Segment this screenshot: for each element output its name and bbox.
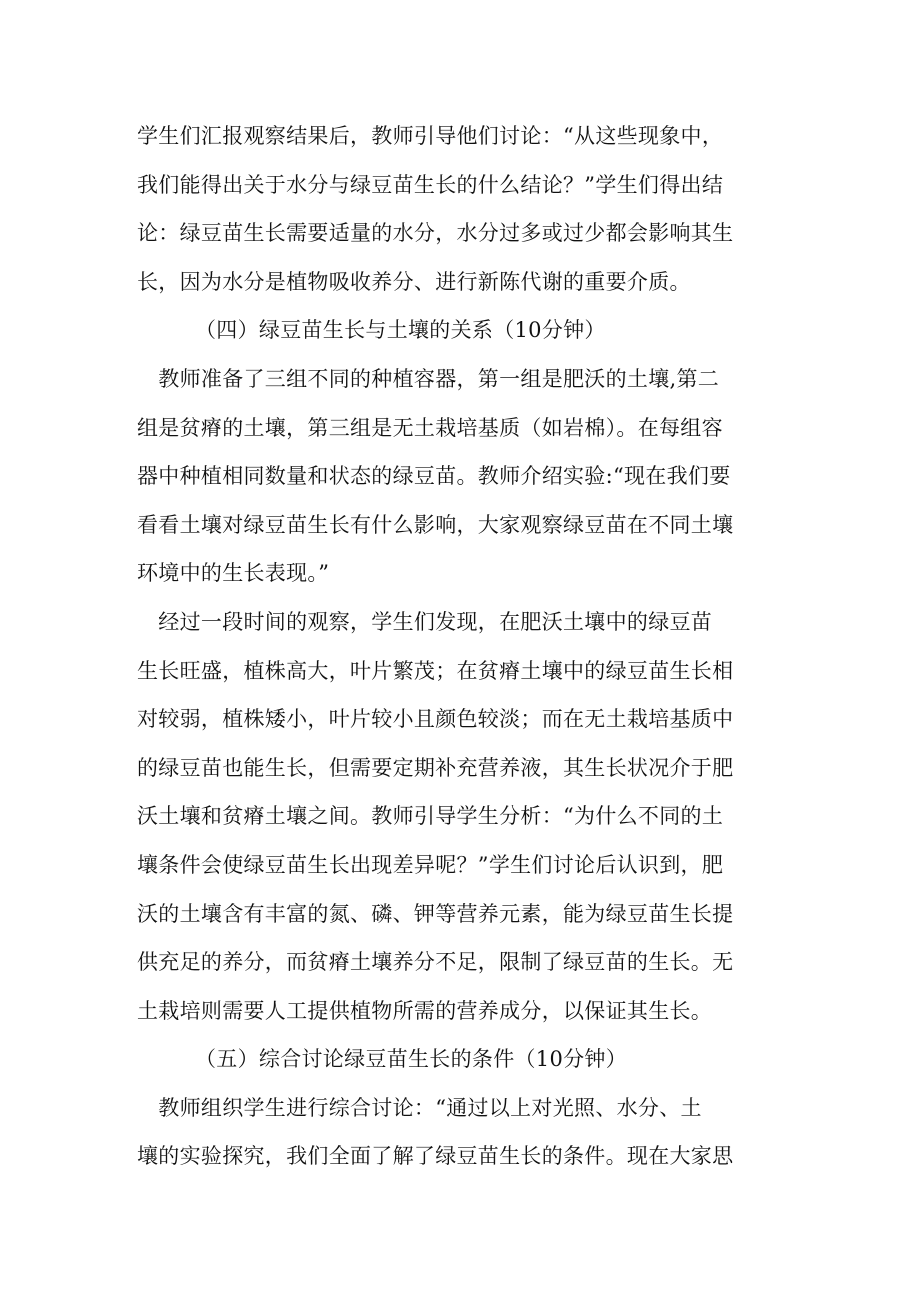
- paragraph-line: 看看土壤对绿豆苗生长有什么影响，大家观察绿豆苗在不同土壤: [137, 512, 734, 537]
- paragraph-line: 沃的土壤含有丰富的氮、磷、钾等营养元素，能为绿豆苗生长提: [137, 901, 734, 926]
- paragraph-line: 学生们汇报观察结果后，教师引导他们讨论：“从这些现象中，: [137, 124, 724, 148]
- paragraph-line: 生长旺盛，植株高大，叶片繁茂；在贫瘠土壤中的绿豆苗生长相: [137, 658, 734, 683]
- paragraph-line: 的绿豆苗也能生长，但需要定期补充营养液，其生长状况介于肥: [137, 755, 734, 780]
- paragraph-line: 组是贫瘠的土壤，第三组是无土栽培基质（如岩棉）。在每组容: [137, 415, 723, 440]
- paragraph-line: 教师组织学生进行综合讨论：“通过以上对光照、水分、土: [137, 1095, 702, 1120]
- paragraph-line: 论：绿豆苗生长需要适量的水分，水分过多或过少都会影响其生: [137, 221, 734, 246]
- paragraph-line: 壤的实验探究，我们全面了解了绿豆苗生长的条件。现在大家思: [137, 1144, 734, 1169]
- paragraph-line: 壤条件会使绿豆苗生长出现差异呢？”学生们讨论后认识到，肥: [137, 852, 724, 877]
- paragraph-line: 供充足的养分，而贫瘠土壤养分不足，限制了绿豆苗的生长。无: [137, 950, 734, 975]
- section-heading-4: （四）绿豆苗生长与土壤的关系（10分钟）: [195, 318, 606, 343]
- paragraph-line: 环境中的生长表现。”: [137, 561, 330, 586]
- section-heading-5: （五）综合讨论绿豆苗生长的条件（10分钟）: [195, 1047, 628, 1072]
- paragraph-line: 沃土壤和贫瘠土壤之间。教师引导学生分析：“为什么不同的土: [137, 804, 724, 829]
- paragraph-line: 器中种植相同数量和状态的绿豆苗。教师介绍实验:“现在我们要: [137, 464, 731, 489]
- paragraph-line: 长，因为水分是植物吸收养分、进行新陈代谢的重要介质。: [137, 269, 691, 294]
- paragraph-line: 经过一段时间的观察，学生们发现，在肥沃土壤中的绿豆苗: [137, 609, 713, 634]
- paragraph-line: 对较弱，植株矮小，叶片较小且颜色较淡；而在无土栽培基质中: [137, 707, 734, 732]
- paragraph-line: 教师准备了三组不同的种植容器，第一组是肥沃的土壤,第二: [137, 366, 720, 391]
- paragraph-line: 土栽培则需要人工提供植物所需的营养成分，以保证其生长。: [137, 998, 713, 1023]
- paragraph-line: 我们能得出关于水分与绿豆苗生长的什么结论？”学生们得出结: [137, 172, 724, 197]
- document-body: [137, 112, 787, 1181]
